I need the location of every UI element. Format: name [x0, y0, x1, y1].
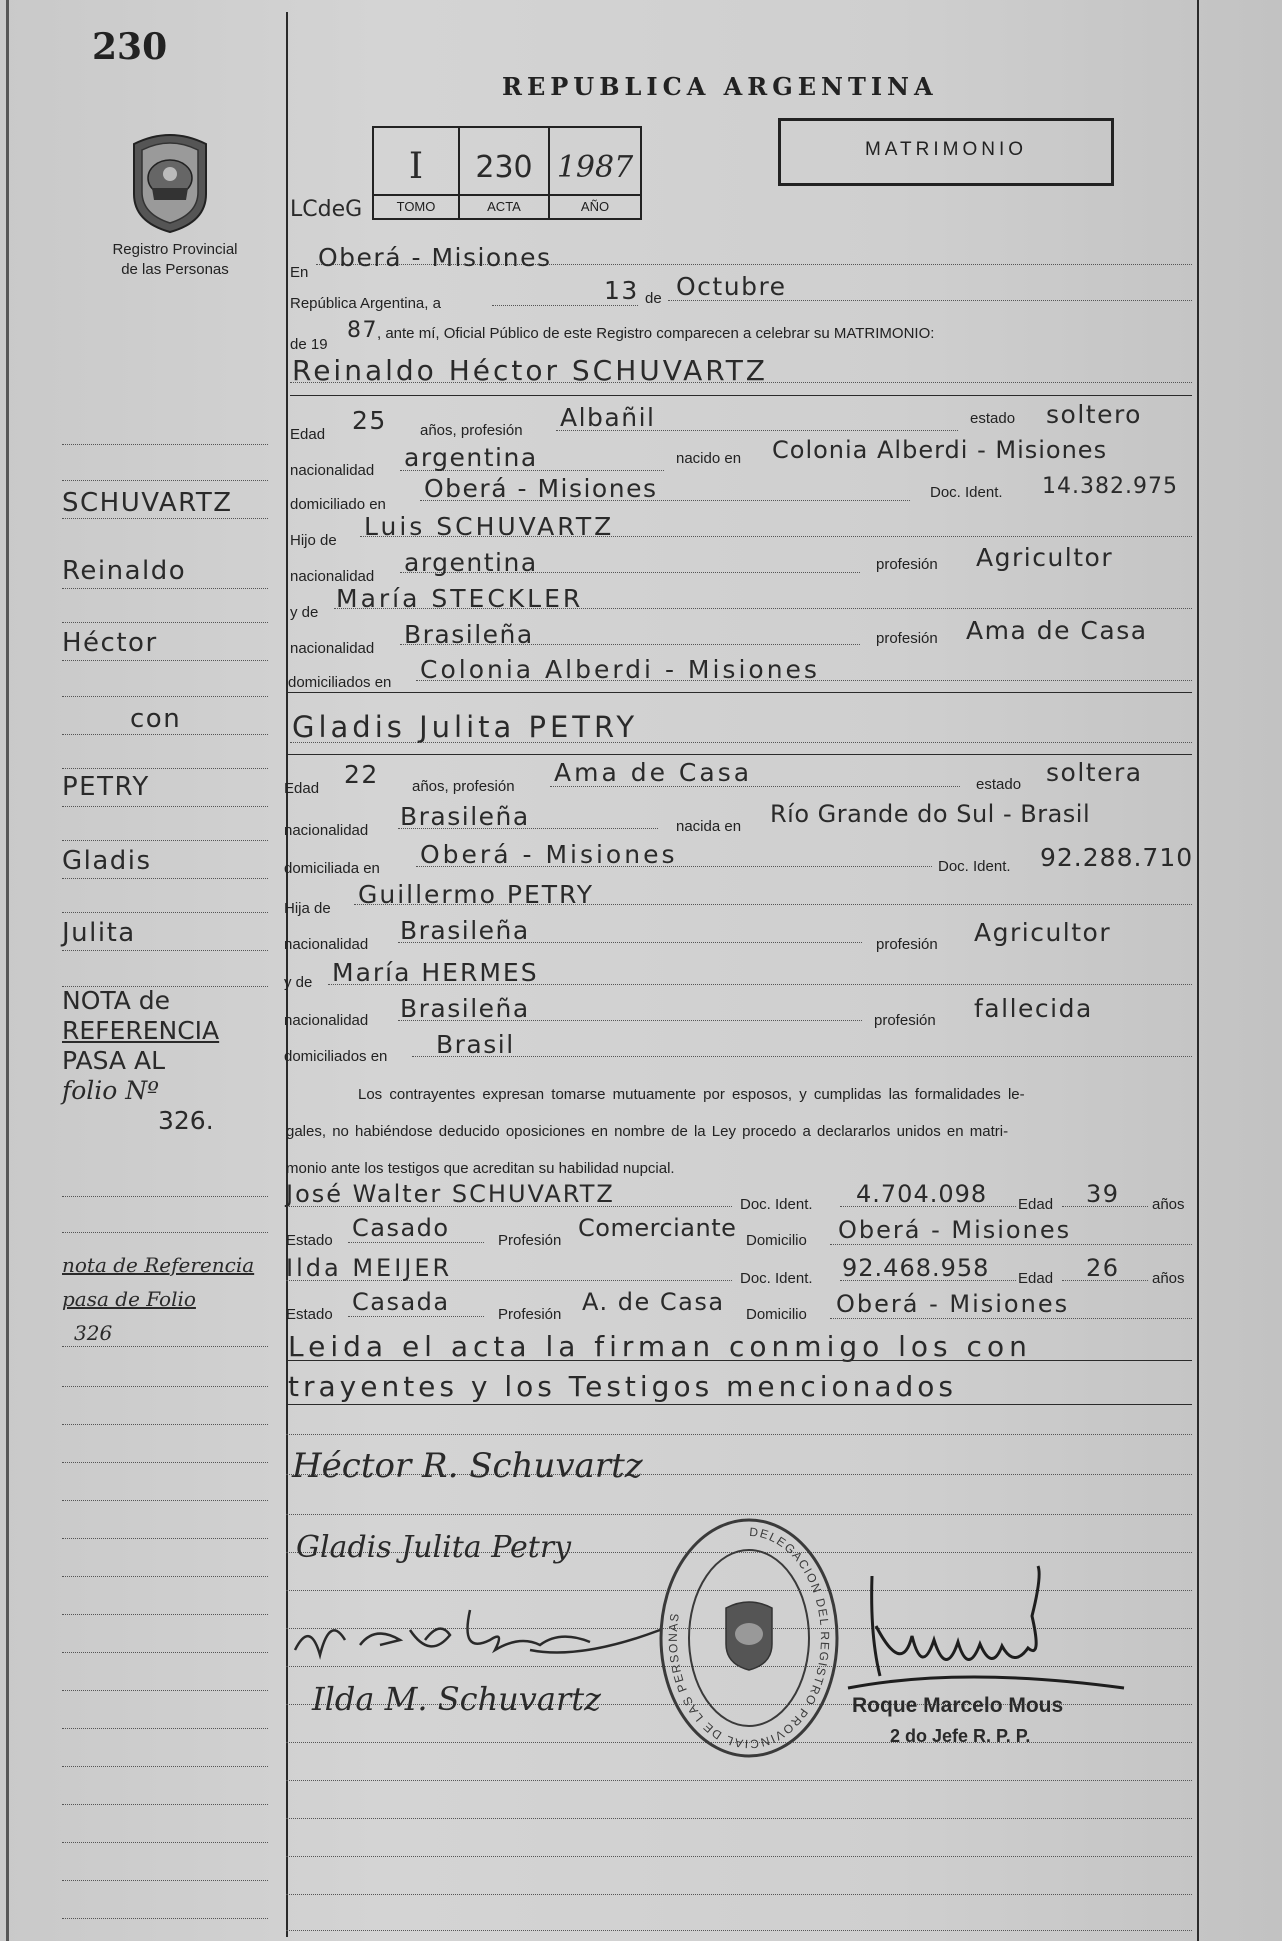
bride-signature: Gladis Julita Petry	[296, 1530, 572, 1565]
groom-father-name: Luis SCHUVARTZ	[364, 512, 615, 541]
groom-domicile: Oberá - Misiones	[424, 474, 658, 503]
ano-cell	[550, 128, 640, 218]
groom-profesion-label: años, profesión	[420, 422, 523, 439]
bride-parents-domicile: Brasil	[436, 1030, 515, 1059]
country-title: REPUBLICA ARGENTINA	[502, 72, 938, 101]
act-type-box	[778, 118, 1114, 186]
groom-birthplace: Colonia Alberdi - Misiones	[772, 436, 1108, 464]
bride-edad-label: Edad	[284, 780, 320, 797]
year-suffix-value: 87	[347, 318, 378, 343]
witness1-profession: Comerciante	[578, 1214, 737, 1242]
groom-age: 25	[352, 406, 387, 435]
witness2-anos-label: años	[1152, 1270, 1185, 1287]
witness1-signature	[290, 1600, 670, 1670]
bride-domiciliada-label: domiciliada en	[284, 860, 380, 877]
groom-nationality: argentina	[404, 443, 538, 472]
margin-index-bride-second-name: Julita	[62, 918, 136, 948]
bride-domiciliados-label: domiciliados en	[284, 1048, 388, 1065]
note1-line: NOTA de	[62, 986, 171, 1015]
witness2-domicilio-label: Domicilio	[746, 1306, 807, 1323]
bride-age: 22	[344, 760, 379, 789]
witness1-domicile: Oberá - Misiones	[838, 1216, 1072, 1244]
witness1-age: 39	[1086, 1180, 1120, 1208]
declaration-line2: gales, no habiéndose deducido oposiciones en nombre de la Ley procedo a declararlos unidos en matri-	[286, 1123, 1009, 1140]
official-signature	[842, 1556, 1132, 1706]
witness1-anos-label: años	[1152, 1196, 1185, 1213]
margin-index-second-name: Héctor	[62, 628, 158, 658]
groom-parents-domicile: Colonia Alberdi - Misiones	[420, 655, 820, 684]
provincial-coat-of-arms-logo	[124, 130, 216, 234]
book-code: LCdeG	[290, 197, 363, 222]
note1-line: PASA AL	[62, 1046, 165, 1075]
republica-label: República Argentina, a	[290, 295, 441, 312]
witness1-domicilio-label: Domicilio	[746, 1232, 807, 1249]
declaration-line1: Los contrayentes expresan tomarse mutuamente por esposos, y cumplidas las formalidades le-	[358, 1086, 1025, 1103]
margin-index-first-name: Reinaldo	[62, 556, 187, 586]
place-value: Oberá - Misiones	[318, 243, 552, 272]
groom-father-profesion-label: profesión	[876, 556, 938, 573]
witness2-name: Ilda MEIJER	[286, 1254, 453, 1282]
acta-value: 230	[475, 150, 533, 185]
groom-mother-nationality: Brasileña	[404, 620, 534, 649]
note2-line: nota de Referencia	[62, 1253, 255, 1277]
tomo-acta-ano-box	[372, 126, 642, 220]
witness1-doc-label: Doc. Ident.	[740, 1196, 813, 1213]
seal-text: DELEGACION DEL REGISTRO PROVINCIAL DE LAS PERSONAS	[665, 1524, 832, 1752]
bride-nacionalidad-label: nacionalidad	[284, 822, 369, 839]
bride-father-nationality: Brasileña	[400, 916, 530, 945]
witness1-status: Casado	[352, 1214, 450, 1242]
reference-note-2	[62, 1248, 254, 1350]
bride-father-profesion-label: profesión	[876, 936, 938, 953]
margin-index-bride-first-name: Gladis	[62, 846, 152, 876]
act-type-label: MATRIMONIO	[864, 139, 1028, 160]
groom-profession: Albañil	[560, 403, 656, 432]
bride-doc-number: 92.288.710	[1040, 843, 1194, 872]
right-border	[1197, 0, 1199, 1941]
en-label: En	[290, 264, 309, 281]
bride-full-name: Gladis Julita PETRY	[292, 710, 639, 744]
witness1-profesion-label: Profesión	[498, 1232, 562, 1249]
groom-mother-nacionalidad-label: nacionalidad	[290, 640, 375, 657]
left-binding-edge	[6, 0, 9, 1941]
witness2-estado-label: Estado	[286, 1306, 333, 1323]
groom-hijo-label: Hijo de	[290, 532, 337, 549]
tomo-value: I	[408, 146, 424, 187]
closing-line1: Leida el acta la firman conmigo los con	[288, 1330, 1032, 1363]
bride-father-profession: Agricultor	[974, 918, 1112, 947]
bride-civil-status: soltera	[1046, 758, 1143, 787]
witness2-doc-label: Doc. Ident.	[740, 1270, 813, 1287]
bride-nationality: Brasileña	[400, 802, 530, 831]
reference-note-1	[62, 986, 219, 1136]
groom-domiciliado-label: domiciliado en	[290, 496, 386, 513]
groom-signature: Héctor R. Schuvartz	[292, 1446, 643, 1486]
bride-yde-label: y de	[284, 974, 313, 991]
bride-estado-label: estado	[976, 776, 1022, 793]
witness1-estado-label: Estado	[286, 1232, 333, 1249]
bride-mother-profesion-label: profesión	[874, 1012, 936, 1029]
official-name: Roque Marcelo Mous	[852, 1694, 1064, 1717]
ano-value: 1987	[556, 150, 634, 185]
groom-father-nacionalidad-label: nacionalidad	[290, 568, 375, 585]
month-value: Octubre	[676, 272, 787, 301]
witness2-signature: Ilda M. Schuvartz	[312, 1680, 601, 1718]
year-prefix-label: de 19	[290, 336, 328, 353]
witness2-domicile: Oberá - Misiones	[836, 1290, 1070, 1318]
bride-mother-nacionalidad-label: nacionalidad	[284, 1012, 369, 1029]
day-value: 13	[604, 276, 639, 305]
official-seal-stamp	[654, 1508, 844, 1758]
groom-father-nationality: argentina	[404, 548, 538, 577]
groom-father-profession: Agricultor	[976, 543, 1114, 572]
bride-father-nacionalidad-label: nacionalidad	[284, 936, 369, 953]
groom-mother-name: María STECKLER	[336, 584, 584, 613]
groom-edad-label: Edad	[290, 426, 326, 443]
witness1-name: José Walter SCHUVARTZ	[286, 1180, 615, 1208]
witness2-edad-label: Edad	[1018, 1270, 1054, 1287]
registry-name-line2: de las Personas	[121, 261, 229, 278]
bride-profesion-label: años, profesión	[412, 778, 515, 795]
groom-domiciliados-label: domiciliados en	[288, 674, 392, 691]
groom-doc-label: Doc. Ident.	[930, 484, 1003, 501]
declaration-text	[286, 1076, 1192, 1187]
note1-line: REFERENCIA	[62, 1016, 220, 1045]
month-de-label: de	[645, 290, 662, 307]
groom-nacido-label: nacido en	[676, 450, 742, 467]
registry-name-line1: Registro Provincial	[112, 241, 238, 258]
registry-name	[90, 240, 260, 280]
tomo-label: TOMO	[374, 194, 458, 218]
bride-mother-name: María HERMES	[332, 958, 539, 987]
acta-label: ACTA	[460, 194, 548, 218]
folio-number: 230	[92, 26, 168, 68]
witness2-doc-number: 92.468.958	[842, 1254, 990, 1282]
groom-nacionalidad-label: nacionalidad	[290, 462, 375, 479]
groom-estado-label: estado	[970, 410, 1016, 427]
intro-text: , ante mí, Oficial Público de este Registro comparecen a celebrar su MATRIMONIO:	[377, 325, 935, 342]
groom-civil-status: soltero	[1046, 400, 1142, 429]
note2-line: pasa de Folio	[62, 1287, 196, 1311]
margin-index-surname: SCHUVARTZ	[62, 488, 233, 518]
note1-line: 326.	[158, 1106, 214, 1135]
official-title: 2 do Jefe R. P. P.	[890, 1726, 1031, 1746]
bride-father-name: Guillermo PETRY	[358, 880, 595, 909]
bride-hija-label: Hija de	[284, 900, 331, 917]
groom-mother-profesion-label: profesión	[876, 630, 938, 647]
witness1-doc-number: 4.704.098	[856, 1180, 988, 1208]
groom-mother-profession: Ama de Casa	[966, 616, 1148, 645]
acta-cell	[460, 128, 550, 218]
declaration-line3: monio ante los testigos que acreditan su habilidad nupcial.	[286, 1160, 675, 1177]
note2-line: 326	[74, 1321, 113, 1345]
groom-full-name: Reinaldo Héctor SCHUVARTZ	[292, 354, 768, 387]
bride-doc-label: Doc. Ident.	[938, 858, 1011, 875]
bride-mother-nationality: Brasileña	[400, 994, 530, 1023]
groom-yde-label: y de	[290, 604, 319, 621]
note1-line: folio Nº	[62, 1076, 159, 1105]
bride-birthplace: Río Grande do Sul - Brasil	[770, 800, 1091, 828]
groom-doc-number: 14.382.975	[1042, 474, 1178, 499]
bride-domicile: Oberá - Misiones	[420, 840, 678, 869]
bride-nacida-label: nacida en	[676, 818, 742, 835]
margin-index-bride-surname: PETRY	[62, 772, 150, 802]
closing-line2: trayentes y los Testigos mencionados	[288, 1370, 958, 1403]
witness2-profession: A. de Casa	[582, 1288, 725, 1316]
bride-mother-profession: fallecida	[974, 994, 1093, 1023]
witness2-profesion-label: Profesión	[498, 1306, 562, 1323]
witness2-age: 26	[1086, 1254, 1120, 1282]
margin-index-connector: con	[130, 704, 182, 734]
ano-label: AÑO	[550, 194, 640, 218]
witness2-status: Casada	[352, 1288, 450, 1316]
witness1-edad-label: Edad	[1018, 1196, 1054, 1213]
bride-profession: Ama de Casa	[554, 758, 753, 787]
tomo-cell	[374, 128, 460, 218]
